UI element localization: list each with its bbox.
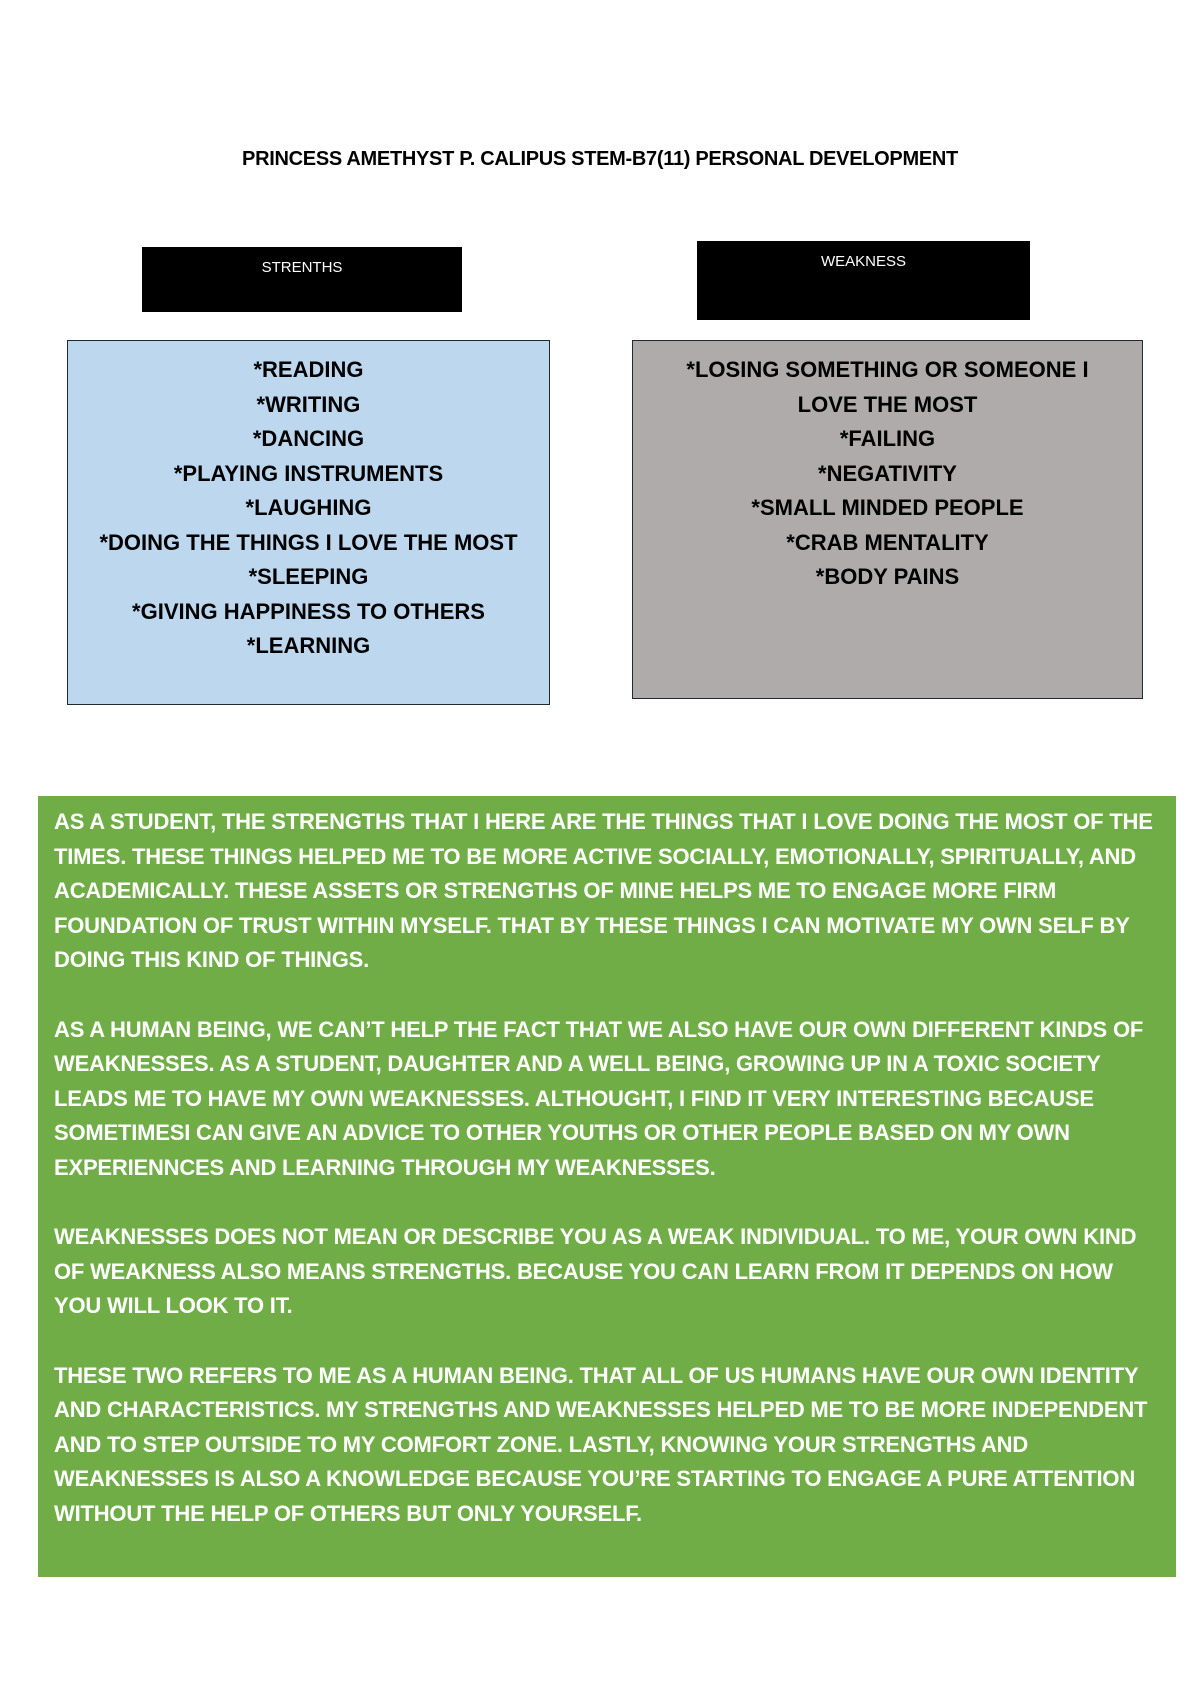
list-item: *GIVING HAPPINESS TO OTHERS xyxy=(132,598,485,624)
essay-paragraph-meaning: WEAKNESSES DOES NOT MEAN OR DESCRIBE YOU AS A WEAK INDIVIDUAL. TO ME, YOUR OWN KIND OF WEAKNESS ALSO MEANS STRENGTHS. BECAUSE YOU CAN LEARN FROM IT DEPENDS ON HOW YOU WILL LOOK TO IT. xyxy=(54,1224,1137,1319)
essay-paragraph-conclusion: THESE TWO REFERS TO ME AS A HUMAN BEING. THAT ALL OF US HUMANS HAVE OUR OWN IDENTITY AND CHARACTERISTICS. MY STRENGTHS AND WEAKNESSES HELPED ME TO BE MORE INDEPENDENT AND TO STEP OUTSIDE TO MY COMFORT ZONE. LASTLY, KNOWING YOUR STRENGTHS AND WEAKNESSES IS ALSO A KNOWLEDGE BECAUSE YOU’RE STARTING TO ENGAGE A PURE ATTENTION WITHOUT THE HELP OF OTHERS BUT ONLY YOURSELF. xyxy=(54,1362,1148,1526)
weakness-header: WEAKNESS xyxy=(697,241,1030,320)
list-item: *SLEEPING xyxy=(248,564,369,589)
list-item: *LAUGHING xyxy=(245,495,372,520)
list-item: *CRAB MENTALITY xyxy=(786,529,989,555)
list-item: *NEGATIVITY xyxy=(818,460,957,486)
essay-paragraph-strengths: AS A STUDENT, THE STRENGTHS THAT I HERE ARE THE THINGS THAT I LOVE DOING THE MOST OF THE TIMES. THESE THINGS HELPED ME TO BE MORE ACTIVE SOCIALLY, EMOTIONALLY, SPIRITUALLY, AND ACADEMICALLY. THESE ASSETS OR STRENGTHS OF MINE HELPS ME TO ENGAGE MORE FIRM FOUNDATION OF TRUST WITHIN MYSELF. THAT BY THESE THINGS I CAN MOTIVATE MY OWN SELF BY DOING THIS KIND OF THINGS. xyxy=(54,809,1153,973)
list-item: *WRITING xyxy=(256,391,361,417)
list-item: *DANCING xyxy=(252,426,365,451)
list-item: *PLAYING INSTRUMENTS xyxy=(173,460,444,486)
list-item: *BODY PAINS xyxy=(815,564,960,589)
weakness-list xyxy=(632,340,1143,699)
list-item: *LEARNING xyxy=(246,633,371,658)
list-item: *LOSING SOMETHING OR SOMEONE I LOVE THE MOST xyxy=(686,357,1089,417)
essay-box xyxy=(38,796,1176,1577)
list-item: *FAILING xyxy=(839,426,936,451)
essay-paragraph-weaknesses: AS A HUMAN BEING, WE CAN’T HELP THE FACT THAT WE ALSO HAVE OUR OWN DIFFERENT KINDS OF WEAKNESSES. AS A STUDENT, DAUGHTER AND A WELL BEING, GROWING UP IN A TOXIC SOCIETY LEADS ME TO HAVE MY OWN WEAKNESSES. ALTHOUGHT, I FIND IT VERY INTERESTING BECAUSE SOMETIMESI CAN GIVE AN ADVICE TO OTHER YOUTHS OR OTHER PEOPLE BASED ON MY OWN EXPERIENNCES AND LEARNING THROUGH MY WEAKNESSES. xyxy=(54,1016,1144,1180)
strengths-header: STRENTHS xyxy=(142,247,462,312)
strengths-list xyxy=(67,340,550,705)
document-title: PRINCESS AMETHYST P. CALIPUS STEM-B7(11) PERSONAL DEVELOPMENT xyxy=(242,148,958,170)
list-item: *SMALL MINDED PEOPLE xyxy=(751,495,1024,520)
list-item: *READING xyxy=(253,357,364,382)
list-item: *DOING THE THINGS I LOVE THE MOST xyxy=(99,529,518,555)
